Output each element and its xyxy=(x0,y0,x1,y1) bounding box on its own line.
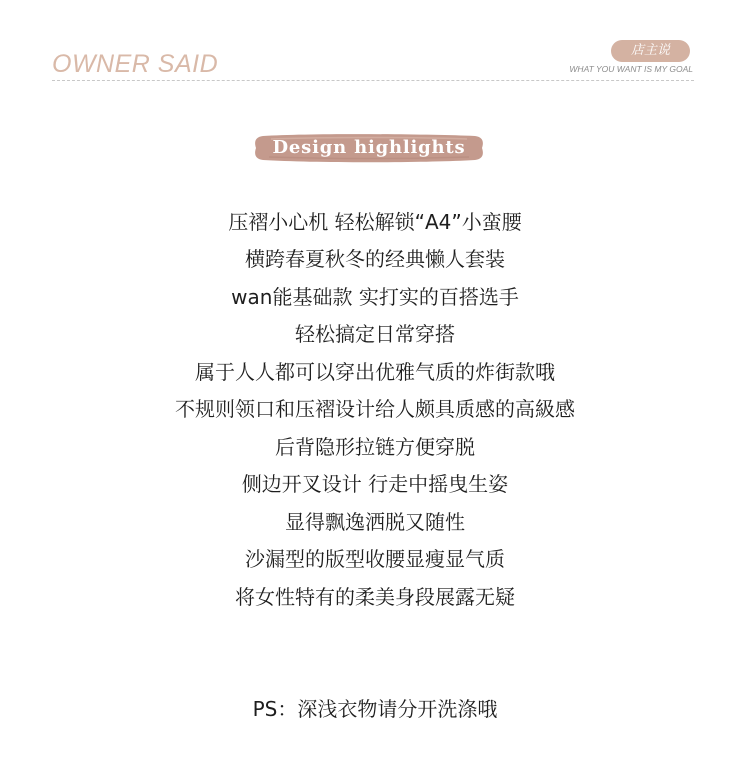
feature-line: 属于人人都可以穿出优雅气质的炸街款哦 xyxy=(195,360,555,384)
feature-line: 不规则领口和压褶设计给人颇具质感的高級感 xyxy=(175,397,575,421)
feature-line: 沙漏型的版型收腰显瘦显气质 xyxy=(245,547,505,571)
feature-line: wan能基础款 实打实的百搭选手 xyxy=(231,285,519,309)
feature-line: 横跨春夏秋冬的经典懒人套装 xyxy=(245,247,505,271)
feature-line: 显得飘逸洒脱又随性 xyxy=(285,510,465,534)
feature-line: 将女性特有的柔美身段展露无疑 xyxy=(235,585,515,609)
care-note: PS：深浅衣物请分开洗涤哦 xyxy=(252,697,498,721)
header-divider xyxy=(52,80,694,81)
feature-line: 侧边开叉设计 行走中摇曳生姿 xyxy=(241,472,509,496)
feature-line: 后背隐形拉链方便穿脱 xyxy=(275,435,475,459)
owner-said-title: OWNER SAID xyxy=(52,50,219,78)
feature-line: 轻松搞定日常穿搭 xyxy=(295,322,455,346)
design-highlights-banner xyxy=(253,132,485,164)
owner-said-badge: 店主说 xyxy=(611,40,690,62)
design-highlights-label: Design highlights xyxy=(272,137,466,158)
owner-said-tagline: WHAT YOU WANT IS MY GOAL xyxy=(569,64,693,74)
feature-line: 压褶小心机 轻松解锁“A4”小蛮腰 xyxy=(228,210,522,234)
